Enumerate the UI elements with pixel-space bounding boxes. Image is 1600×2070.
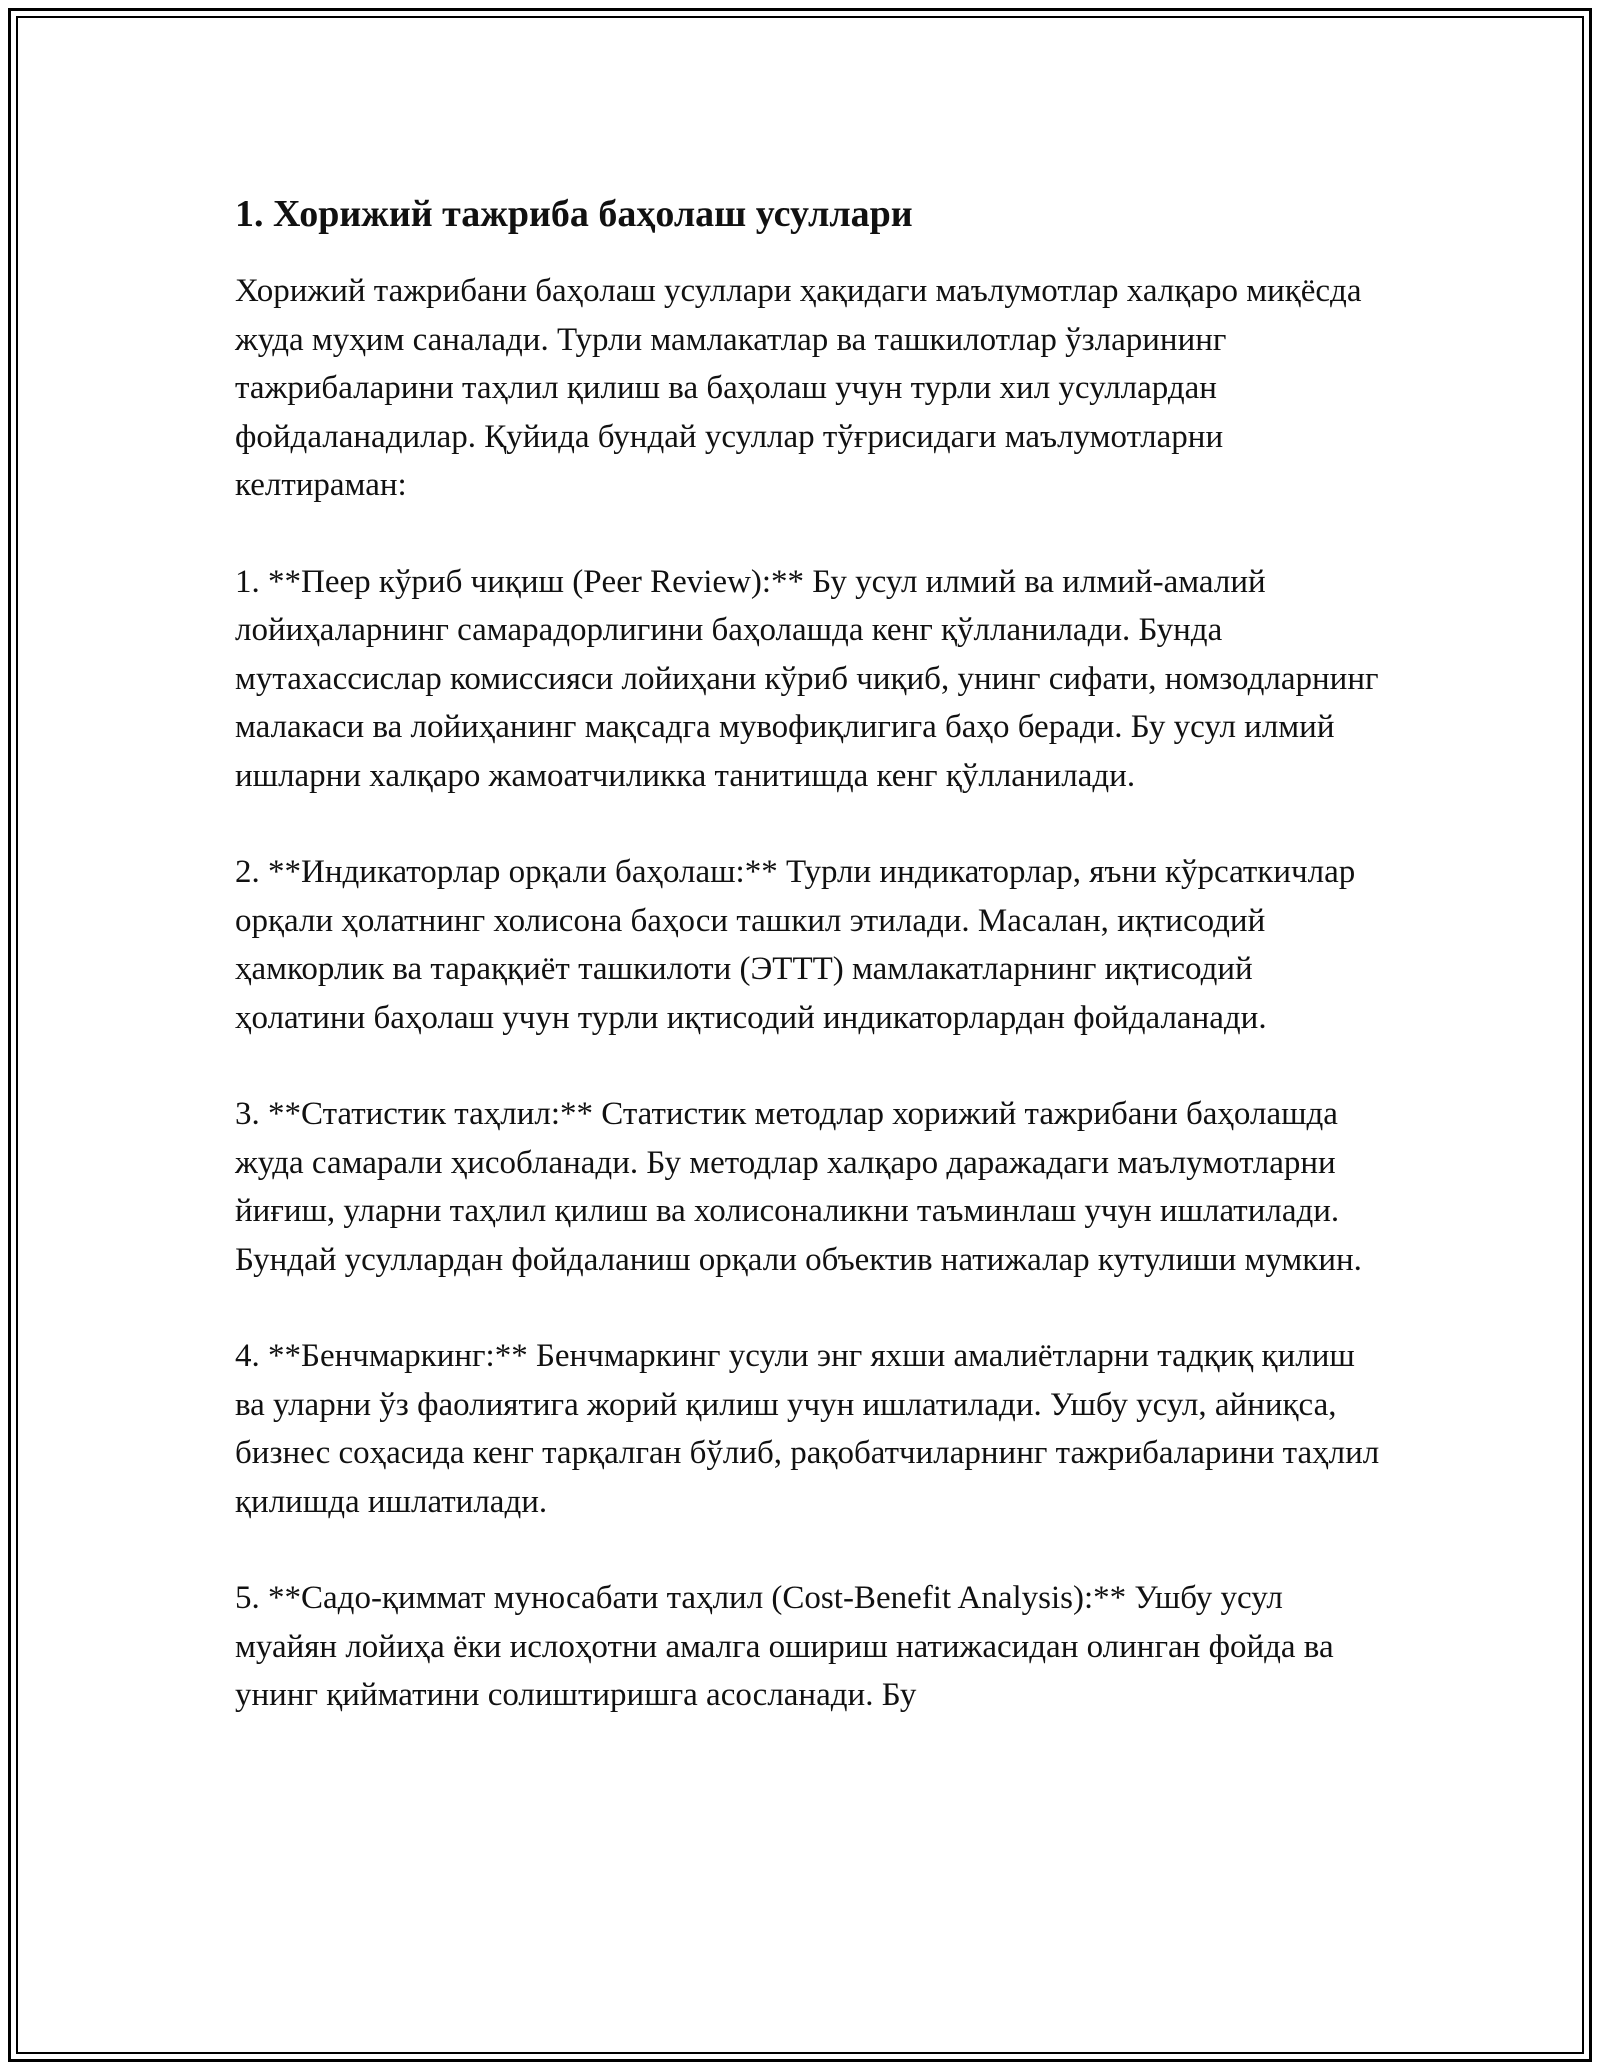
intro-paragraph: Хорижий тажрибани баҳолаш усуллари ҳақидаги маълумотлар халқаро миқёсда жуда муҳим саналади. Турли мамлакатлар ва ташкилотлар ўзларининг тажрибаларини таҳлил қилиш ва баҳолаш учун турли хил усуллардан фойдаланадилар. Қуйида бундай усуллар тўғрисидаги маълумотларни келтираман: <box>235 273 1362 503</box>
method-cost-benefit-paragraph: 5. **Садо-қиммат муносабати таҳлил (Cost-Benefit Analysis):** Ушбу усул муайян лойиҳа ёки ислоҳотни амалга ошириш натижасидан олинган фойда ва унинг қийматини солиштиришга асосланади. Бу <box>235 1580 1334 1713</box>
method-peer-review-paragraph: 1. **Пеер кўриб чиқиш (Peer Review):** Бу усул илмий ва илмий-амалий лойиҳаларнинг самарадорлигини баҳолашда кенг қўлланилади. Бунда мутахассислар комиссияси лойиҳани кўриб чиқиб, унинг сифати, номзодларнинг малакаси ва лойиҳанинг мақсадга мувофиқлигига баҳо беради. Бу усул илмий ишларни халқаро жамоатчиликка танитишда кенг қўлланилади. <box>235 563 1379 794</box>
method-statistical-analysis-paragraph: 3. **Статистик таҳлил:** Статистик методлар хорижий тажрибани баҳолашда жуда самарали ҳисобланади. Бу методлар халқаро даражадаги маълумотларни йиғиш, уларни таҳлил қилиш ва холисоналикни таъминлаш учун ишлатилади. Бундай усуллардан фойдаланиш орқали объектив натижалар кутулиши мумкин. <box>235 1096 1362 1278</box>
method-benchmarking-paragraph: 4. **Бенчмаркинг:** Бенчмаркинг усули энг яхши амалиётларни тадқиқ қилиш ва уларни ўз фаолиятига жорий қилиш учун ишлатилади. Ушбу усул, айниқса, бизнес соҳасида кенг тарқалган бўлиб, рақобатчиларнинг тажрибаларини таҳлил қилишда ишлатилади. <box>235 1338 1380 1520</box>
document-body <box>235 185 1380 1768</box>
section-heading: 1. Хорижий тажриба баҳолаш усуллари <box>235 193 913 235</box>
method-indicators-paragraph: 2. **Индикаторлар орқали баҳолаш:** Турли индикаторлар, яъни кўрсаткичлар орқали ҳолатнинг холисона баҳоси ташкил этилади. Масалан, иқтисодий ҳамкорлик ва тараққиёт ташкилоти (ЭТТТ) мамлакатларнинг иқтисодий ҳолатини баҳолаш учун турли иқтисодий индикаторлардан фойдаланади. <box>235 854 1356 1036</box>
